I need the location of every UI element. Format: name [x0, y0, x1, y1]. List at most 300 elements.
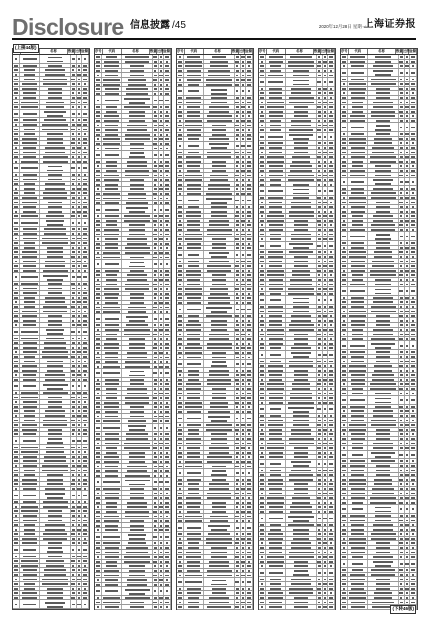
table-cell [246, 137, 253, 141]
cell-text-line [211, 547, 227, 549]
cell-text-line [236, 115, 238, 117]
cell-text-line [23, 288, 37, 290]
cell-text-line [154, 198, 156, 200]
cell-text-line [323, 175, 326, 177]
cell-text-line [14, 569, 17, 571]
cell-text-line [72, 113, 75, 115]
cell-text-line [153, 220, 157, 222]
table-cell [184, 346, 205, 350]
table-cell [95, 92, 102, 96]
cell-text-line [323, 238, 326, 240]
cell-text-line [42, 465, 68, 467]
cell-text-line [14, 424, 18, 426]
cell-text-line [43, 533, 67, 535]
cell-text-line [154, 525, 156, 527]
table-cell [13, 445, 20, 449]
cell-text-line [14, 228, 17, 230]
table-cell [95, 473, 102, 477]
cell-text-line [125, 252, 150, 254]
table-cell [20, 423, 41, 427]
cell-text-line [77, 238, 80, 240]
table-cell [20, 559, 41, 563]
cell-text-line [185, 293, 201, 295]
cell-text-line [329, 156, 333, 158]
table-cell [259, 155, 266, 159]
cell-text-line [124, 447, 150, 449]
table-cell [246, 205, 253, 209]
cell-text-line [22, 256, 37, 258]
cell-text-line [247, 125, 251, 127]
cell-text-line [154, 357, 157, 359]
cell-text-line [23, 579, 37, 581]
table-cell [328, 128, 335, 132]
table-cell [246, 55, 253, 59]
cell-text-line [84, 374, 87, 376]
cell-text-line [129, 593, 145, 595]
table-cell [40, 227, 70, 231]
cell-text-line [23, 320, 36, 322]
cell-text-line [166, 238, 169, 240]
cell-text-line [242, 288, 244, 290]
table-cell [20, 487, 41, 491]
cell-text-line [154, 466, 157, 468]
cell-text-line [165, 329, 168, 331]
cell-text-line [129, 570, 145, 572]
cell-text-line [236, 211, 239, 213]
cell-text-line [242, 379, 244, 381]
table-row [259, 133, 335, 142]
cell-text-line [178, 97, 181, 99]
cell-text-line [166, 311, 169, 313]
table-cell [164, 596, 171, 600]
cell-text-line [293, 184, 309, 186]
cell-text-line [165, 179, 169, 181]
cell-text-line [247, 254, 251, 256]
cell-text-line [83, 113, 86, 115]
cell-text-line [127, 165, 146, 167]
cell-text-line [247, 506, 251, 508]
cell-text-line [236, 592, 239, 594]
cell-text-line [72, 74, 75, 76]
cell-text-line [96, 184, 100, 186]
cell-text-line [23, 465, 37, 467]
cell-text-line [72, 188, 75, 190]
table-cell [95, 396, 102, 400]
cell-text-line [78, 83, 81, 85]
cell-text-line [247, 247, 251, 249]
table-cell [164, 510, 171, 514]
table-row [13, 600, 89, 609]
table-cell [102, 228, 123, 232]
cell-text-line [178, 443, 182, 445]
cell-text-line [46, 102, 64, 104]
table-cell [40, 350, 70, 354]
cell-text-line [83, 597, 87, 599]
cell-text-line [130, 184, 143, 186]
cell-text-line [154, 406, 157, 408]
cell-text-line [154, 393, 157, 395]
cell-text-line [78, 215, 80, 217]
cell-text-line [46, 329, 64, 331]
cell-text-line [15, 604, 18, 606]
cell-text-line [212, 247, 227, 249]
cell-text-line [248, 220, 251, 222]
cell-text-line [24, 306, 36, 308]
cell-text-line [212, 466, 227, 468]
cell-text-line [43, 420, 67, 422]
cell-text-line [159, 188, 162, 190]
cell-text-line [160, 438, 162, 440]
table-cell [246, 587, 253, 591]
table-cell [122, 378, 152, 382]
cell-text-line [330, 202, 333, 204]
cell-text-line [153, 56, 157, 58]
table-cell [82, 232, 89, 236]
cell-text-line [165, 143, 169, 145]
table-cell [204, 150, 234, 154]
cell-text-line [130, 148, 145, 150]
cell-text-line [129, 320, 145, 322]
table-cell [102, 187, 123, 191]
cell-text-line [179, 357, 182, 359]
cell-text-line [187, 357, 201, 359]
cell-text-line [128, 420, 146, 422]
cell-text-line [47, 442, 63, 444]
cell-text-line [236, 97, 239, 99]
table-cell [286, 91, 316, 95]
cell-text-line [165, 202, 168, 204]
table-cell [13, 568, 20, 572]
cell-text-line [97, 529, 100, 531]
table-cell [204, 505, 234, 509]
table-cell [13, 554, 20, 558]
table-cell [177, 178, 184, 182]
table-cell [246, 287, 253, 291]
table-cell [20, 219, 41, 227]
cell-text-line [267, 215, 283, 217]
cell-text-line [165, 302, 168, 304]
cell-text-line [260, 220, 264, 222]
cell-text-line [260, 245, 264, 247]
cell-text-line [46, 560, 64, 562]
cell-text-line [165, 188, 168, 190]
cell-text-line [97, 100, 100, 102]
cell-text-line [96, 324, 100, 326]
cell-text-line [160, 170, 162, 172]
table-cell [204, 269, 234, 273]
cell-text-line [21, 331, 37, 333]
cell-text-line [242, 527, 244, 529]
cell-text-line [129, 266, 145, 268]
cell-text-line [130, 302, 143, 304]
table-cell [102, 550, 123, 554]
cell-text-line [206, 198, 232, 200]
table-cell [177, 569, 184, 573]
table-cell [266, 228, 287, 232]
cell-text-line [178, 125, 182, 127]
cell-text-line [236, 179, 238, 181]
table-cell [82, 541, 89, 545]
cell-text-line [14, 215, 18, 217]
cell-text-line [247, 75, 251, 77]
table-cell [40, 64, 70, 68]
cell-text-line [207, 229, 232, 231]
table-cell [82, 573, 89, 577]
cell-text-line [104, 229, 119, 231]
table-cell [184, 209, 205, 213]
table-cell [246, 301, 253, 305]
table-cell [40, 523, 70, 527]
cell-text-line [84, 156, 87, 158]
cell-text-line [165, 161, 169, 163]
cell-text-line [179, 374, 182, 376]
cell-text-line [159, 352, 162, 354]
table-cell [246, 446, 253, 450]
cell-text-line [270, 238, 282, 240]
cell-text-line [211, 443, 227, 445]
table-cell [40, 559, 70, 563]
table-cell [82, 336, 89, 340]
cell-text-line [14, 292, 17, 294]
cell-text-line [241, 106, 244, 108]
cell-text-line [21, 451, 37, 453]
cell-text-line [71, 447, 75, 449]
cell-text-line [14, 179, 17, 181]
table-cell [40, 205, 70, 209]
table-cell [82, 200, 89, 204]
cell-text-line [160, 247, 163, 249]
table-cell [20, 91, 41, 95]
cell-text-line [105, 584, 118, 586]
table-cell [164, 282, 171, 286]
cell-text-line [153, 420, 157, 422]
table-cell [95, 424, 102, 432]
cell-text-line [187, 397, 200, 399]
cell-text-line [165, 165, 168, 167]
table-cell [82, 364, 89, 368]
table-cell [259, 255, 266, 259]
cell-text-line [21, 510, 37, 512]
table-cell [184, 460, 205, 464]
cell-text-line [242, 315, 244, 317]
table-cell [177, 83, 184, 87]
table-cell [13, 364, 20, 368]
table-cell [266, 232, 287, 236]
cell-text-line [97, 443, 100, 445]
table-cell [204, 282, 234, 286]
cell-text-line [178, 274, 181, 276]
cell-text-line [153, 193, 157, 195]
cell-text-line [14, 495, 17, 497]
cell-text-line [242, 592, 244, 594]
table-cell [95, 78, 102, 82]
cell-text-line [48, 315, 61, 317]
cell-text-line [84, 604, 87, 606]
table-cell [266, 123, 287, 127]
cell-text-line [242, 215, 244, 217]
cell-text-line [71, 283, 75, 285]
cell-text-line [165, 552, 169, 554]
cell-text-line [329, 81, 333, 83]
table-cell [122, 550, 152, 554]
cell-text-line [130, 152, 145, 154]
table-cell [184, 114, 205, 118]
cell-text-line [160, 488, 162, 490]
cell-text-line [43, 83, 67, 85]
cell-text-line [236, 397, 239, 399]
cell-text-line [72, 460, 74, 462]
cell-text-line [248, 270, 251, 272]
cell-text-line [207, 575, 232, 577]
cell-text-line [153, 397, 157, 399]
table-cell [122, 237, 152, 241]
table-cell [246, 560, 253, 564]
cell-text-line [47, 138, 63, 140]
table-cell [102, 55, 123, 59]
table-cell [102, 69, 123, 73]
cell-text-line [78, 133, 81, 135]
table-cell [13, 359, 20, 363]
cell-text-line [124, 334, 150, 336]
table-cell [40, 291, 70, 295]
table-cell [102, 119, 123, 123]
table-cell [40, 428, 70, 432]
table-cell [259, 159, 266, 163]
table-cell [164, 514, 171, 518]
cell-text-line [84, 538, 87, 540]
cell-text-line [96, 209, 100, 211]
cell-text-line [153, 461, 157, 463]
cell-text-line [124, 556, 150, 558]
cell-text-line [96, 520, 99, 522]
table-cell [286, 209, 316, 213]
cell-text-line [48, 57, 63, 59]
cell-text-line [105, 93, 119, 95]
table-cell [164, 405, 171, 409]
cell-text-line [242, 152, 244, 154]
table-cell [177, 100, 184, 104]
table-cell [102, 92, 123, 96]
cell-text-line [14, 247, 18, 249]
cell-text-line [127, 279, 146, 281]
cell-text-line [166, 148, 169, 150]
table-cell [20, 227, 41, 231]
cell-text-line [130, 525, 143, 527]
table-cell [95, 500, 102, 504]
table-cell [177, 269, 184, 273]
table-cell [177, 173, 184, 177]
table-cell [286, 228, 316, 232]
cell-text-line [83, 88, 87, 90]
table-cell [246, 523, 253, 531]
cell-text-line [236, 106, 239, 108]
cell-text-line [23, 270, 36, 272]
cell-text-line [211, 324, 227, 326]
table-cell [13, 269, 20, 273]
cell-text-line [96, 347, 100, 349]
table-cell [164, 546, 171, 550]
cell-text-line [125, 61, 149, 63]
table-cell [13, 196, 20, 200]
table-cell [177, 182, 184, 186]
cell-text-line [178, 175, 182, 177]
cell-text-line [159, 443, 162, 445]
cell-text-line [324, 234, 327, 236]
cell-text-line [329, 256, 333, 258]
cell-text-line [178, 320, 182, 322]
cell-text-line [84, 147, 87, 149]
table-cell [266, 264, 287, 268]
table-cell [20, 214, 41, 218]
cell-text-line [72, 556, 75, 558]
cell-text-line [97, 379, 100, 381]
table-cell [122, 541, 152, 545]
table-cell [177, 196, 184, 204]
cell-text-line [165, 100, 168, 102]
table-cell [177, 578, 184, 586]
cell-text-line [165, 529, 168, 531]
cell-text-line [165, 570, 168, 572]
table-cell [177, 455, 184, 459]
table-cell [40, 459, 70, 463]
table-cell [266, 105, 287, 109]
cell-text-line [210, 402, 228, 404]
table-cell [13, 564, 20, 568]
table-cell [20, 246, 41, 250]
table-cell [164, 192, 171, 196]
cell-text-line [165, 56, 169, 58]
table-cell [122, 410, 152, 414]
cell-text-line [211, 89, 227, 91]
cell-text-line [22, 370, 37, 372]
table-cell [164, 296, 171, 300]
cell-text-line [166, 542, 169, 544]
cell-text-line [166, 263, 169, 265]
cell-text-line [96, 470, 99, 472]
table-cell [184, 246, 205, 250]
cell-text-line [72, 97, 75, 99]
cell-text-line [236, 145, 239, 147]
table-cell [95, 228, 102, 232]
cell-text-line [106, 393, 118, 395]
cell-text-line [209, 138, 228, 140]
table-cell [13, 345, 20, 349]
cell-text-line [209, 338, 230, 340]
table-row [95, 151, 171, 160]
cell-text-line [159, 506, 162, 508]
cell-text-line [206, 315, 232, 317]
cell-text-line [24, 524, 36, 526]
cell-text-line [242, 506, 244, 508]
table-cell [122, 560, 152, 564]
cell-text-line [324, 147, 326, 149]
cell-text-line [105, 243, 118, 245]
table-cell [246, 110, 253, 114]
cell-text-line [242, 493, 244, 495]
table-cell [177, 591, 184, 595]
table-cell [286, 200, 316, 204]
cell-text-line [248, 334, 251, 336]
table-cell [246, 332, 253, 336]
cell-text-line [211, 556, 227, 558]
cell-text-line [24, 74, 36, 76]
table-cell [164, 360, 171, 364]
table-cell [95, 55, 102, 59]
table-cell [164, 78, 171, 82]
cell-text-line [165, 447, 169, 449]
cell-text-line [212, 279, 225, 281]
table-cell [246, 378, 253, 382]
